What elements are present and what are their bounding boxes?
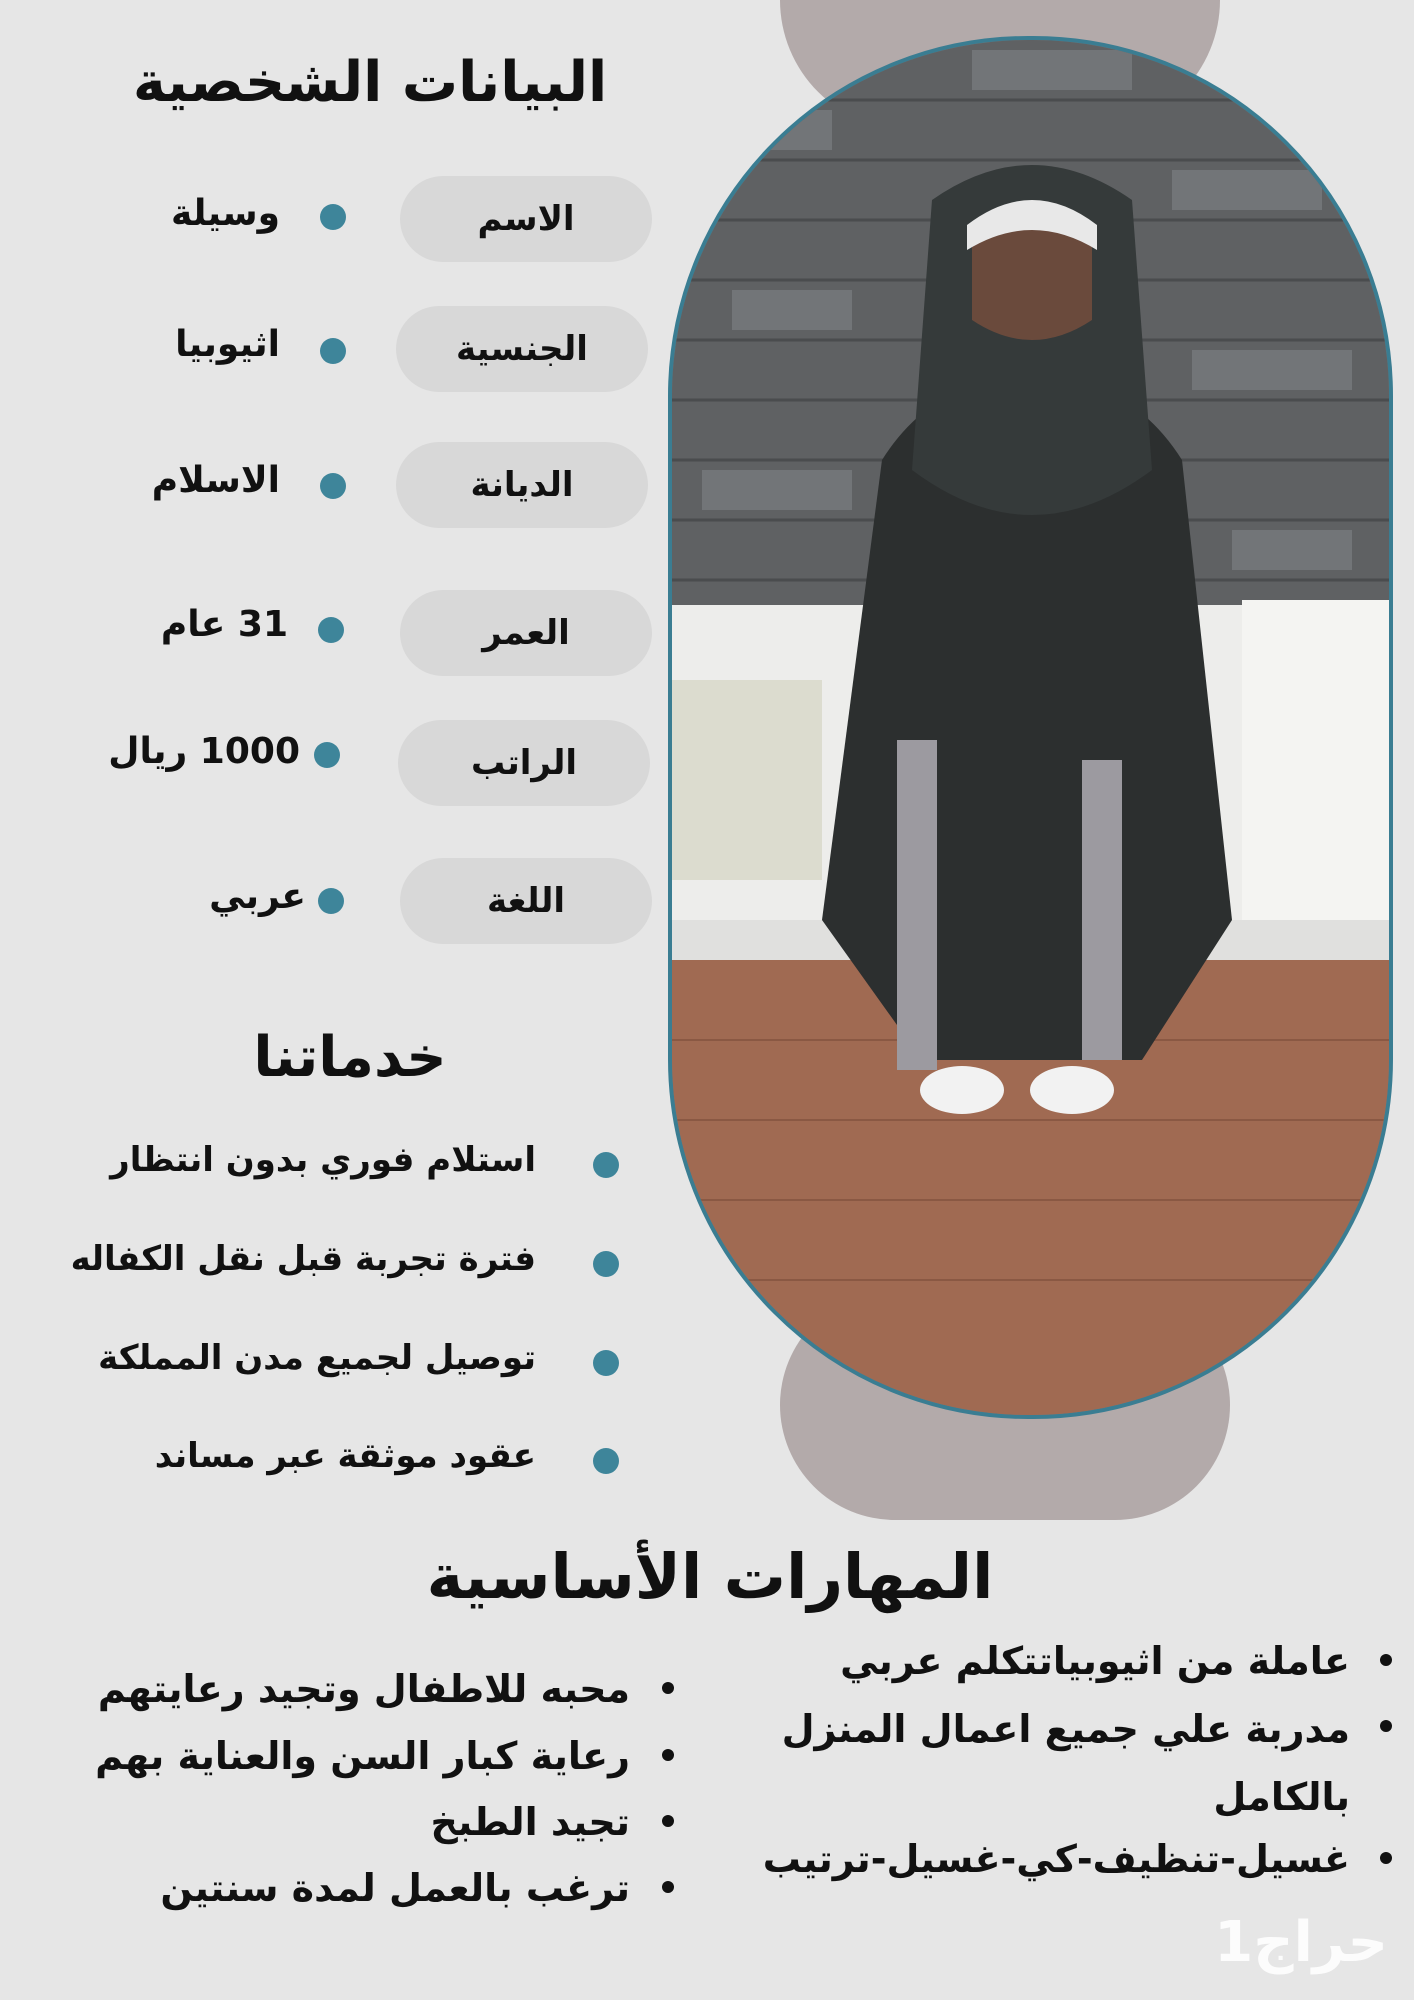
bullet-dot: [314, 742, 340, 768]
field-label-nationality: الجنسية: [396, 306, 648, 392]
skill-item: عاملة من اثيوبياتتكلم عربي: [840, 1639, 1350, 1683]
service-item: توصيل لجميع مدن المملكة: [98, 1338, 536, 1378]
field-label-religion: الديانة: [396, 442, 648, 528]
field-value-nationality: اثيوبيا: [175, 324, 280, 365]
skill-item: ترغب بالعمل لمدة سنتين: [160, 1866, 630, 1910]
bullet-dot: [593, 1448, 619, 1474]
bullet-dot: [662, 1881, 674, 1893]
skill-item: مدربة علي جميع اعمال المنزل: [781, 1707, 1350, 1751]
bullet-dot: [1380, 1654, 1392, 1666]
bullet-dot: [662, 1815, 674, 1827]
personal-data-title: البيانات الشخصية: [132, 50, 608, 115]
bullet-dot: [320, 338, 346, 364]
field-value-name: وسيلة: [170, 193, 280, 234]
bullet-dot: [662, 1682, 674, 1694]
field-value-religion: الاسلام: [151, 460, 280, 501]
field-value-salary: 1000 ريال: [108, 731, 300, 772]
bullet-dot: [593, 1251, 619, 1277]
skills-title: المهارات الأساسية: [426, 1540, 994, 1613]
bullet-dot: [320, 473, 346, 499]
skill-item: غسيل-تنظيف-كي-غسيل-ترتيب: [762, 1837, 1350, 1881]
services-title: خدماتنا: [253, 1025, 447, 1090]
field-label-language: اللغة: [400, 858, 652, 944]
bullet-dot: [1380, 1852, 1392, 1864]
field-label-age: العمر: [400, 590, 652, 676]
bullet-dot: [1380, 1720, 1392, 1732]
bullet-dot: [593, 1152, 619, 1178]
skill-item: تجيد الطبخ: [430, 1800, 630, 1844]
service-item: استلام فوري بدون انتظار: [110, 1140, 536, 1180]
bullet-dot: [318, 888, 344, 914]
bullet-dot: [318, 617, 344, 643]
worker-photo: [668, 36, 1393, 1419]
bullet-dot: [320, 204, 346, 230]
field-value-age: 31 عام: [160, 604, 288, 645]
skill-item: رعاية كبار السن والعناية بهم: [95, 1734, 630, 1778]
watermark: حراج1: [1214, 1910, 1388, 1975]
service-item: عقود موثقة عبر مساند: [154, 1436, 536, 1476]
service-item: فترة تجربة قبل نقل الكفاله: [70, 1239, 536, 1279]
bullet-dot: [662, 1749, 674, 1761]
field-label-salary: الراتب: [398, 720, 650, 806]
field-value-language: عربي: [209, 876, 306, 917]
skill-item: بالكامل: [1213, 1775, 1350, 1819]
worker-photo-illustration: [672, 40, 1389, 1415]
skill-item: محبه للاطفال وتجيد رعايتهم: [97, 1667, 630, 1711]
bullet-dot: [593, 1350, 619, 1376]
field-label-name: الاسم: [400, 176, 652, 262]
